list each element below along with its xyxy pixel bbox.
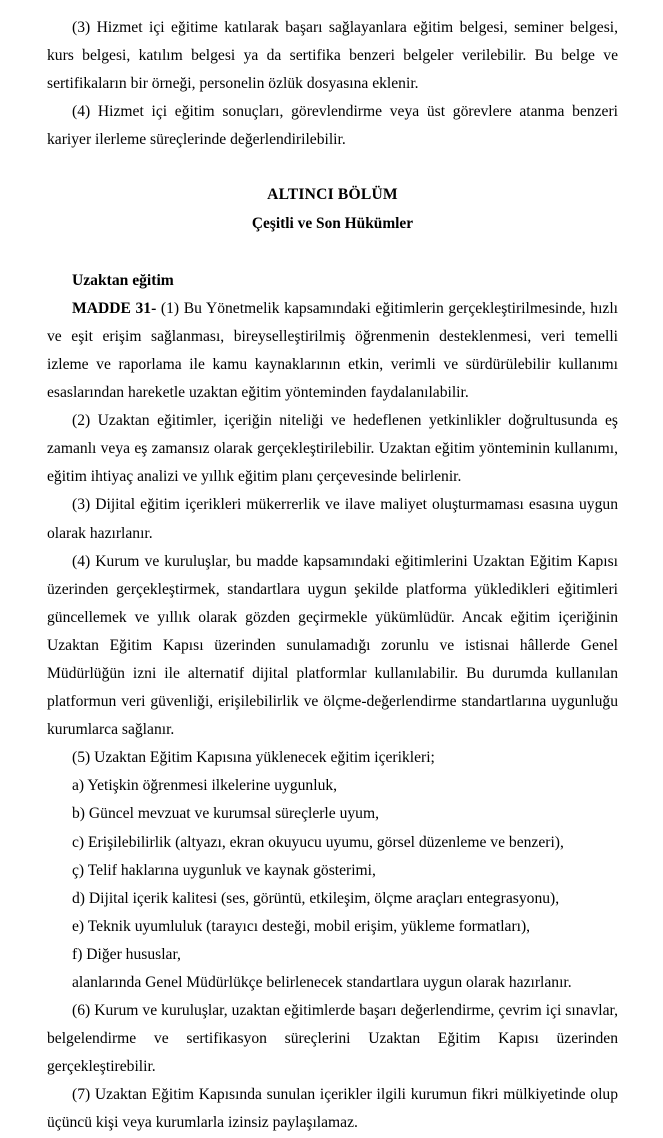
list-item-f: f) Diğer hususlar, bbox=[72, 945, 181, 963]
section-subheading-cesitli-ve-son-hukumler: Çeşitli ve Son Hükümler bbox=[251, 214, 414, 232]
lettered-criteria-list bbox=[47, 772, 618, 969]
section-heading-block bbox=[47, 181, 618, 237]
article-paragraph-1 bbox=[47, 295, 618, 407]
list-item-a: a) Yetişkin öğrenmesi ilkelerine uygunluk, bbox=[72, 777, 338, 795]
article-paragraph-5: (5) Uzaktan Eğitim Kapısına yüklenecek eğitim içerikleri; bbox=[72, 749, 435, 767]
madde-label: MADDE 31- bbox=[72, 299, 157, 317]
paragraph-4-previous-article: (4) Hizmet içi eğitim sonuçları, görevlendirme veya üst görevlere atanma benzeri kariyer ilerleme süreçlerinde değerlendirilebilir. bbox=[47, 103, 618, 149]
list-item-c: c) Erişilebilirlik (altyazı, ekran okuyucu uyumu, görsel düzenleme ve benzeri), bbox=[72, 833, 564, 851]
article-paragraph-1-text: (1) Bu Yönetmelik kapsamındaki eğitimlerin gerçekleştirilmesinde, hızlı ve eşit erişim sağlanması, bireyselleştirilmiş öğrenmenin desteklenmesi, veri temelli izleme ve raporlama ile kamu kaynaklarının etkin, verimli ve sürdürülebilir kullanımı esaslarından hareketle uzaktan eğitim yönteminden faydalanılabilir. bbox=[47, 299, 619, 402]
list-closing-line: alanlarında Genel Müdürlükçe belirlenecek standartlara uygun olarak hazırlanır. bbox=[72, 974, 572, 991]
list-item-e: e) Teknik uyumluluk (tarayıcı desteği, mobil erişim, yükleme formatları), bbox=[72, 917, 531, 935]
document-body bbox=[47, 14, 618, 1138]
article-paragraph-2: (2) Uzaktan eğitimler, içeriğin niteliği ve hedeflenen yetkinlikler doğrultusunda eş zamanlı veya eş zamansız olarak gerçekleştirilebilir. Uzaktan eğitim yönteminin kullanımı, eğitim ihtiyaç analizi ve yıllık eğitim planı çerçevesinde belirlenir. bbox=[47, 412, 618, 486]
paragraph-3-previous-article: (3) Hizmet içi eğitime katılarak başarı sağlayanlara eğitim belgesi, seminer belgesi, kurs belgesi, katılım belgesi ya da sertifika benzeri belgeler verilebilir. Bu belge ve sertifikaların bir örneği, personelin özlük dosyasına eklenir. bbox=[47, 19, 618, 93]
heading-spacer bbox=[47, 238, 618, 267]
list-item-b: b) Güncel mevzuat ve kurumsal süreçlerle uyum, bbox=[72, 805, 380, 823]
article-paragraph-7: (7) Uzaktan Eğitim Kapısında sunulan içerikler ilgili kurumun fikri mülkiyetinde olup üçüncü kişi veya kurumlarla izinsiz paylaşılamaz. bbox=[47, 1086, 618, 1132]
article-subhead-uzaktan-egitim: Uzaktan eğitim bbox=[72, 271, 174, 289]
article-paragraph-4: (4) Kurum ve kuruluşlar, bu madde kapsamındaki eğitimlerini Uzaktan Eğitim Kapısı üzerinden gerçekleştirmek, standartlara uygun şekilde platforma yükledikleri eğitimleri güncellemek ve yıllık olarak gözden geçirmekle yükümlüdür. Ancak eğitim içeriğinin Uzaktan Eğitim Kapısı üzerinden sunulamadığı zorunlu ve istisnai hâllerde Genel Müdürlüğün izni ile alternatif dijital platformlar kullanılabilir. Bu durumda kullanılan platformun veri güvenliği, erişilebilirlik ve ölçme-değerlendirme standartlarına uygunluğu kurumlarca sağlanır. bbox=[47, 552, 618, 739]
list-item-c-cedilla: ç) Telif haklarına uygunluk ve kaynak gösterimi, bbox=[72, 861, 376, 879]
list-item-d: d) Dijital içerik kalitesi (ses, görüntü, etkileşim, ölçme araçları entegrasyonu), bbox=[72, 889, 560, 907]
section-heading-altinci-bolum: ALTINCI BÖLÜM bbox=[267, 186, 398, 204]
article-paragraph-3: (3) Dijital eğitim içerikleri mükerrerlik ve ilave maliyet oluşturmaması esasına uygun olarak hazırlanır. bbox=[47, 496, 618, 542]
article-paragraph-6: (6) Kurum ve kuruluşlar, uzaktan eğitimlerde başarı değerlendirme, çevrim içi sınavlar, belgelendirme ve sertifikasyon süreçlerini Uzaktan Eğitim Kapısı üzerinden gerçekleştirebilir. bbox=[47, 1002, 618, 1076]
